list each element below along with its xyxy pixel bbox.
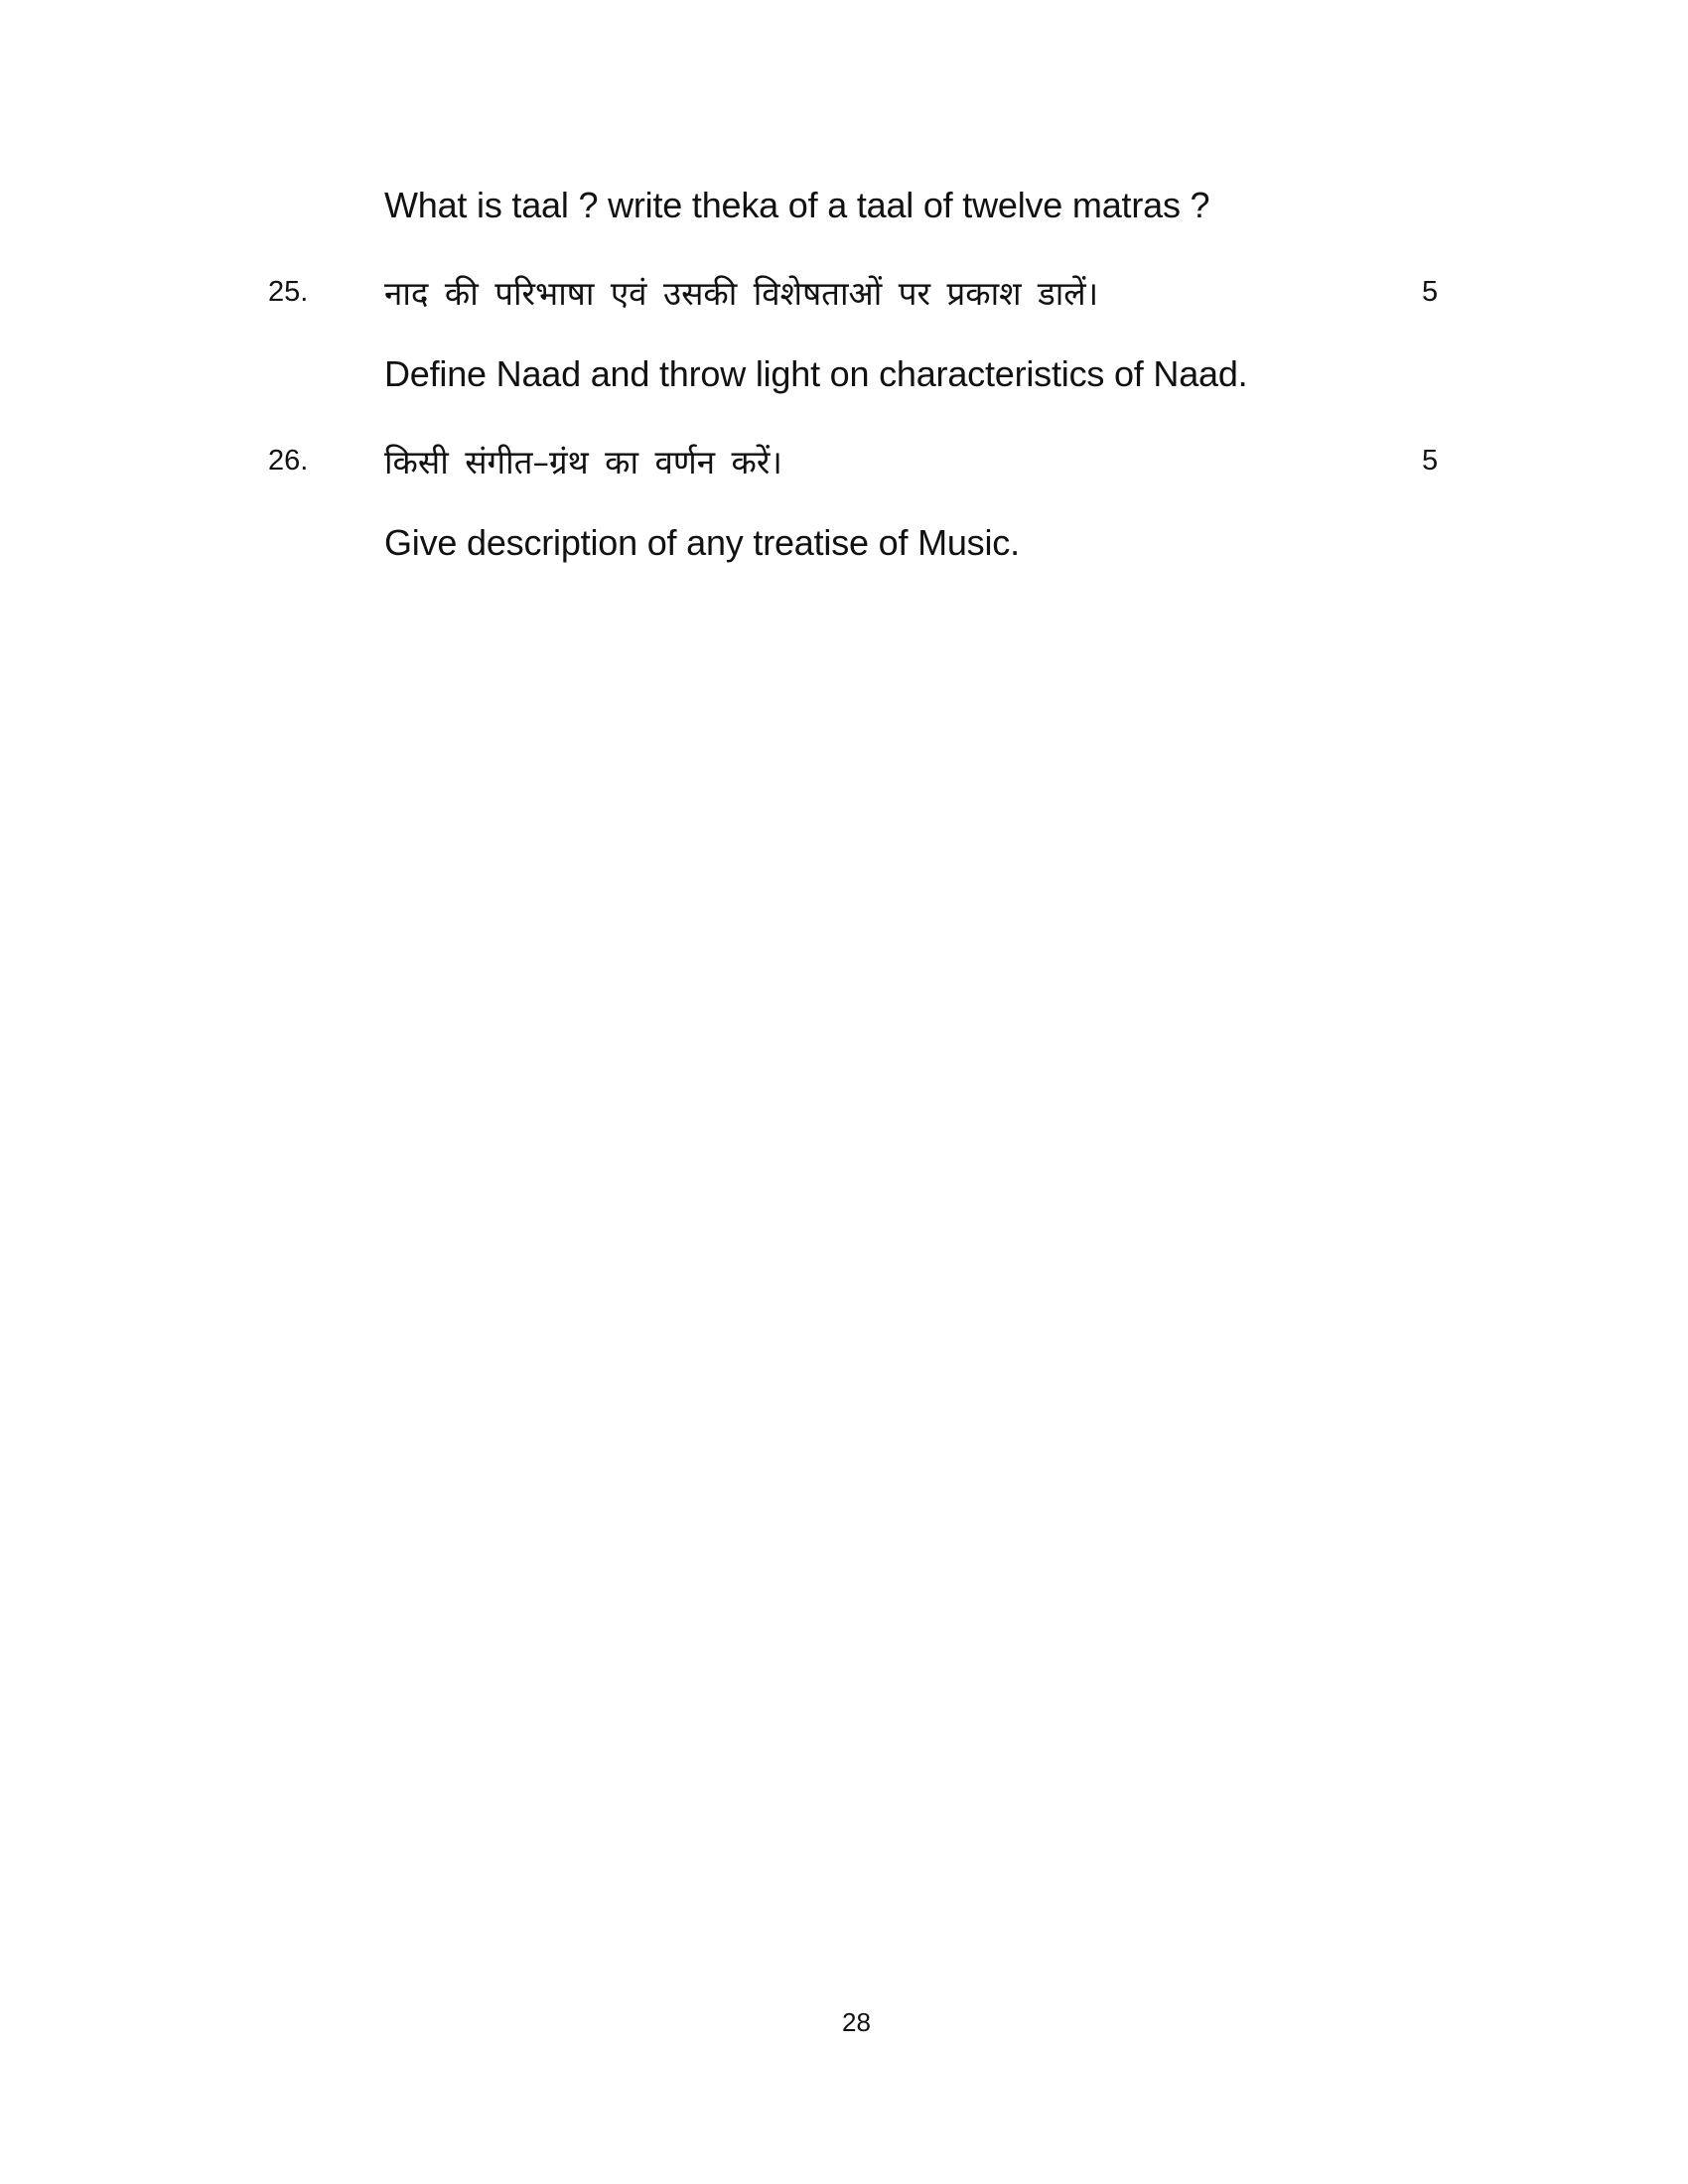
question-25-english: Define Naad and throw light on characteristics of Naad.	[384, 353, 1248, 394]
question-26-english: Give description of any treatise of Music.	[384, 522, 1020, 563]
question-25-number: 25.	[268, 276, 309, 308]
question-26-number: 26.	[268, 445, 309, 477]
question-25-marks: 5	[1422, 276, 1439, 308]
question-25-hindi: नाद की परिभाषा एवं उसकी विशेषताओं पर प्रकाश डालें।	[384, 274, 1099, 313]
page-number: 28	[842, 2007, 871, 2037]
question-24-english: What is taal ? write theka of a taal of twelve matras ?	[384, 185, 1210, 225]
question-26-hindi: किसी संगीत–ग्रंथ का वर्णन करें।	[384, 443, 782, 481]
question-26-marks: 5	[1422, 445, 1439, 477]
